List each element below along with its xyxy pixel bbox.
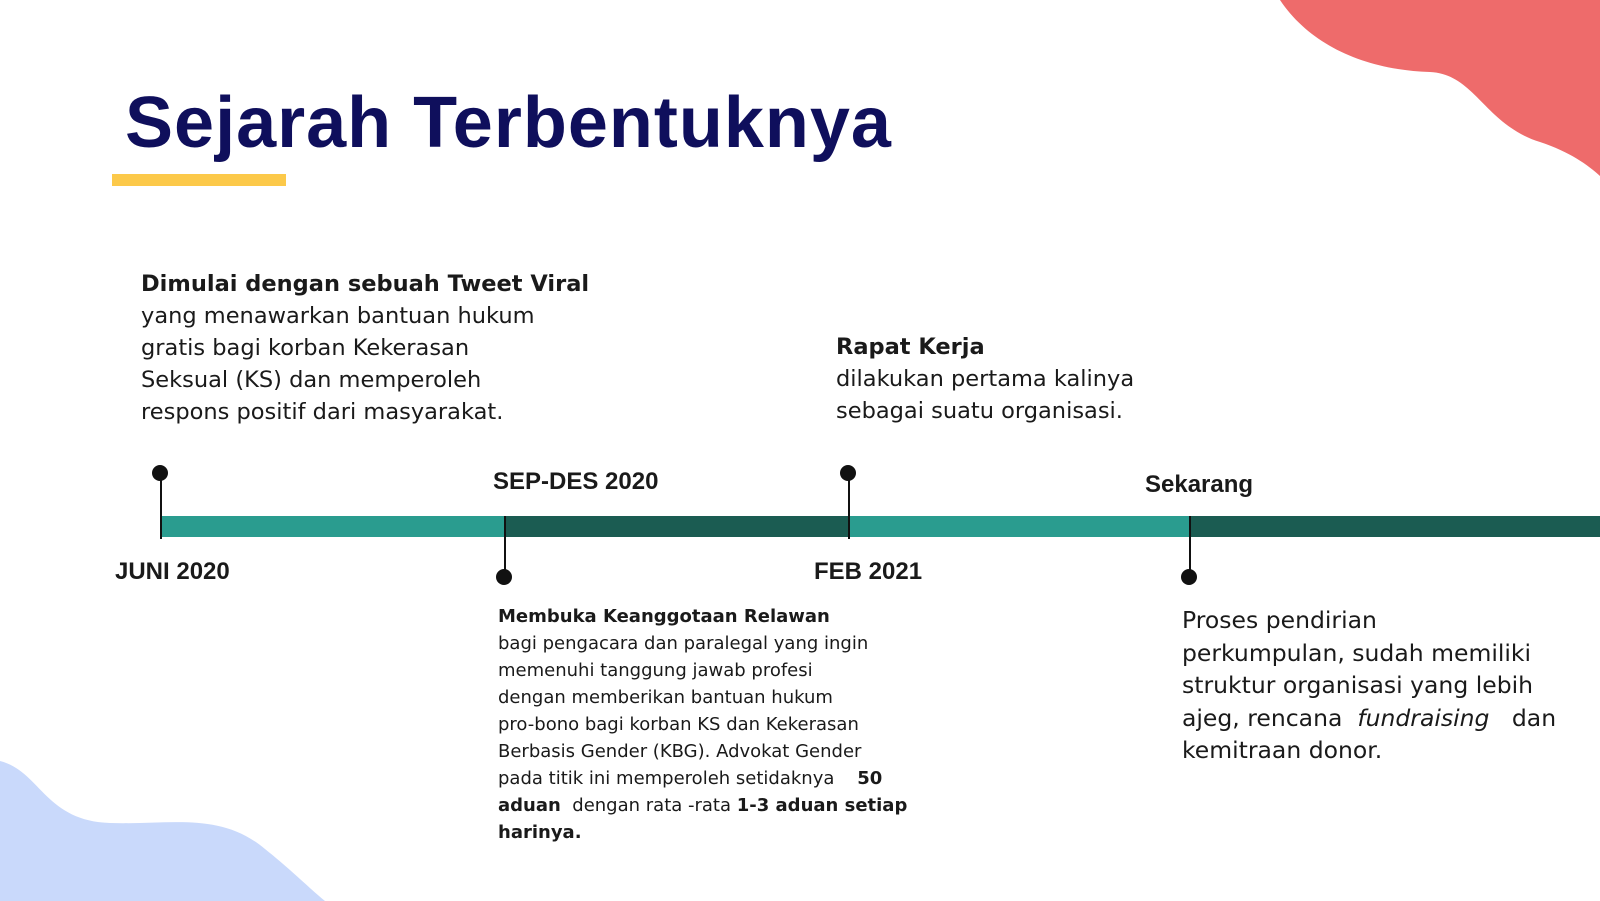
- event-description-feb-2021: [836, 331, 1134, 427]
- timeline-date-sekarang: Sekarang: [1145, 471, 1254, 498]
- event-text-bold: 1-3 aduan setiap: [736, 795, 908, 816]
- event-text-line: kemitraan donor.: [1182, 736, 1383, 764]
- event-text-italic: fundraising: [1357, 703, 1490, 732]
- timeline-segment: [848, 516, 1190, 537]
- timeline-date-sep-des-2020: SEP-DES 2020: [493, 468, 659, 495]
- event-text-line: Proses pendirian: [1182, 606, 1377, 634]
- event-description-sep-des-2020: [498, 603, 907, 846]
- event-text-line: memenuhi tanggung jawab profesi: [498, 660, 813, 681]
- event-description-sekarang: [1182, 604, 1556, 767]
- event-text-fragment: pada titik ini memperoleh setidaknya: [498, 768, 835, 789]
- event-heading: Rapat Kerja: [836, 334, 985, 360]
- timeline-segment: [505, 516, 848, 537]
- event-text-line: perkumpulan, sudah memiliki: [1182, 638, 1532, 667]
- event-heading: Dimulai dengan sebuah Tweet Viral: [141, 271, 590, 297]
- timeline-marker-stem: [848, 473, 850, 539]
- decorative-blob-bottom-left: [0, 761, 330, 901]
- event-text-line: Berbasis Gender (KBG). Advokat Gender: [498, 741, 862, 762]
- event-text-fragment: dan: [1511, 703, 1557, 732]
- event-text-line: [498, 765, 907, 792]
- event-text-bold: 50: [857, 768, 883, 789]
- event-text-line: gratis bagi korban Kekerasan: [141, 335, 470, 361]
- event-text-line: respons positif dari masyarakat.: [141, 399, 504, 425]
- event-text-line: Seksual (KS) dan memperoleh: [141, 367, 482, 393]
- event-text-line: dilakukan pertama kalinya: [836, 366, 1135, 392]
- event-heading: Membuka Keanggotaan Relawan: [498, 606, 830, 627]
- event-text-bold: aduan: [498, 795, 561, 816]
- event-text-fragment: dengan rata -rata: [572, 795, 732, 816]
- timeline-date-juni-2020: JUNI 2020: [115, 558, 230, 585]
- timeline-segment: [160, 516, 505, 537]
- event-text-line: [1182, 702, 1556, 735]
- event-text-line: pro-bono bagi korban KS dan Kekerasan: [498, 714, 859, 735]
- decorative-blob-top-right: [1270, 0, 1600, 180]
- event-text-line: struktur organisasi yang lebih: [1182, 671, 1534, 699]
- page-title: Sejarah Terbentuknya: [125, 83, 892, 163]
- timeline-date-feb-2021: FEB 2021: [814, 558, 923, 585]
- timeline-marker-dot: [496, 569, 512, 585]
- event-text-line: [498, 792, 907, 819]
- timeline-marker-stem: [160, 473, 162, 539]
- timeline-marker-dot: [1181, 569, 1197, 585]
- event-text-line: sebagai suatu organisasi.: [836, 398, 1123, 424]
- event-text-line: dengan memberikan bantuan hukum: [498, 687, 833, 708]
- event-description-juni-2020: [141, 268, 589, 428]
- title-underline: [112, 174, 286, 186]
- event-text-line: yang menawarkan bantuan hukum: [141, 303, 535, 329]
- event-text-bold: harinya.: [498, 822, 582, 843]
- event-text-fragment: ajeg, rencana: [1182, 703, 1343, 732]
- timeline-segment: [1190, 516, 1600, 537]
- event-text-line: bagi pengacara dan paralegal yang ingin: [498, 633, 869, 654]
